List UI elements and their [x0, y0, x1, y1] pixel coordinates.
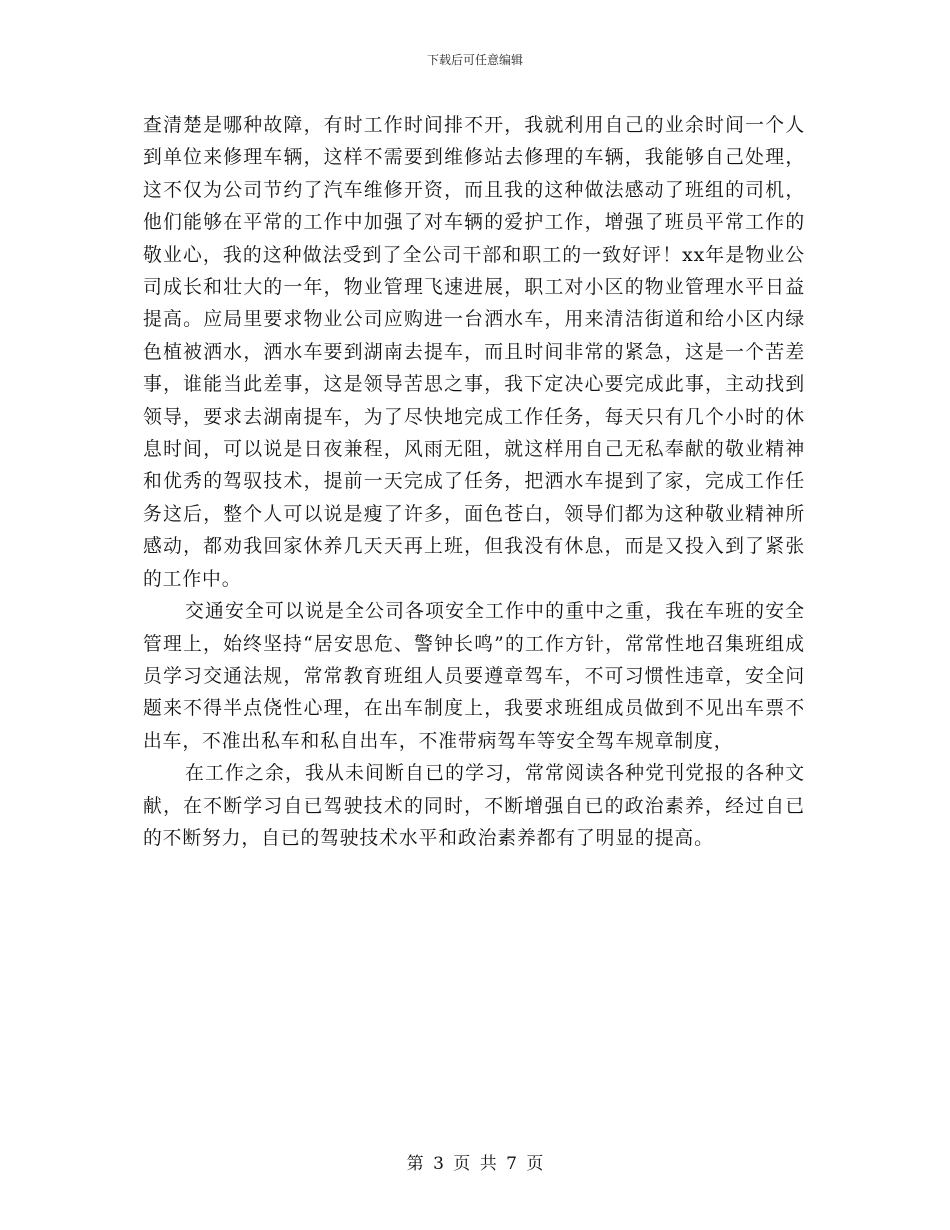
- paragraph-self-study: 在工作之余，我从未间断自已的学习，常常阅读各种党刊党报的各种文献，在不断学习自已驾驶技术的同时，不断增强自已的政治素养，经过自已的不断努力，自已的驾驶技术水平和政治素养都有了明显的提高。: [143, 763, 805, 849]
- document-body: [143, 110, 805, 855]
- paragraph-traffic-safety: 交通安全可以说是全公司各项安全工作中的重中之重，我在车班的安全管理上，始终坚持“居安思危、警钟长鸣”的工作方针，常常性地召集班组成员学习交通法规，常常教育班组人员要遵章驾车，不可习惯性违章，安全问题来不得半点侥性心理，在出车制度上，我要求班组成员做到不见出车票不出车，不准出私车和私自出车，不准带病驾车等安全驾车规章制度，: [143, 601, 805, 752]
- paragraph-continuation: 查清楚是哪种故障，有时工作时间排不开，我就利用自己的业余时间一个人到单位来修理车辆，这样不需要到维修站去修理的车辆，我能够自己处理，这不仅为公司节约了汽车维修开资，而且我的这种做法感动了班组的司机，他们能够在平常的工作中加强了对车辆的爱护工作，增强了班员平常工作的敬业心，我的这种做法受到了全公司干部和职工的一致好评！xx年是物业公司成长和壮大的一年，物业管理飞速进展，职工对小区的物业管理水平日益提高。应局里要求物业公司应购进一台洒水车，用来清洁街道和给小区内绿色植被洒水，洒水车要到湖南去提车，而且时间非常的紧急，这是一个苦差事，谁能当此差事，这是领导苦思之事，我下定决心要完成此事，主动找到领导，要求去湖南提车，为了尽快地完成工作任务，每天只有几个小时的休息时间，可以说是日夜兼程，风雨无阻，就这样用自己无私奉献的敬业精神和优秀的驾驭技术，提前一天完成了任务，把洒水车提到了家，完成工作任务这后，整个人可以说是瘦了许多，面色苍白，领导们都为这种敬业精神所感动，都劝我回家休养几天天再上班，但我没有休息，而是又投入到了紧张的工作中。: [143, 115, 805, 590]
- page-header-note: 下载后可任意编辑: [426, 53, 523, 67]
- page-number: 第 3 页 共 7 页: [406, 1154, 544, 1174]
